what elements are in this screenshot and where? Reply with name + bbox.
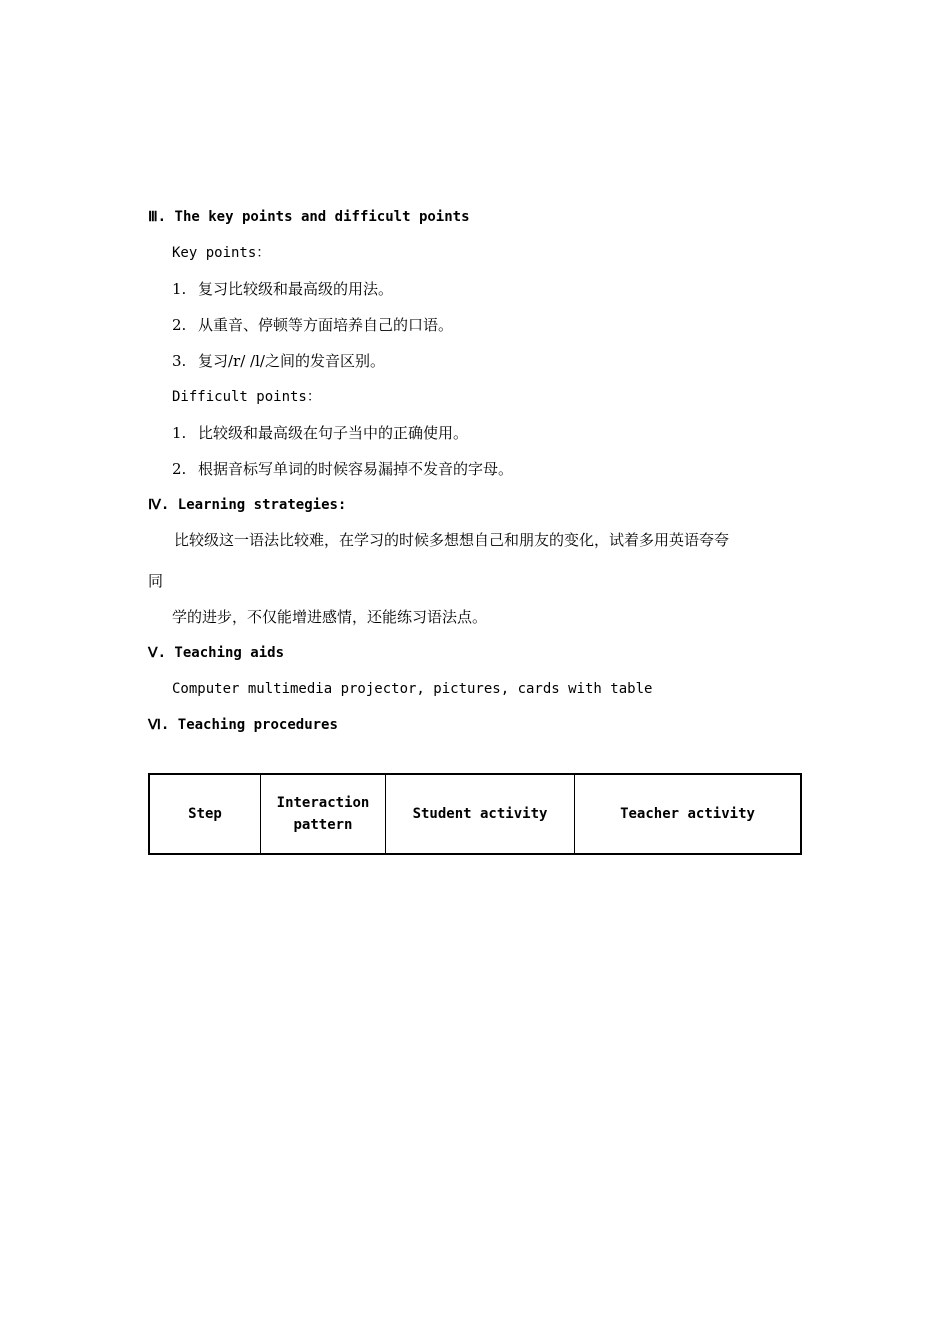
teaching-procedures-table [148, 773, 802, 855]
list-text: 比较级和最高级在句子当中的正确使用。 [198, 424, 469, 442]
section-heading-learning-strategies: Ⅳ. Learning strategies: [148, 497, 347, 513]
section-heading-teaching-aids: Ⅴ. Teaching aids [148, 645, 285, 661]
header-interaction-pattern [261, 774, 386, 854]
list-item [172, 351, 385, 371]
list-text: 根据音标写单词的时候容易漏掉不发音的字母。 [198, 460, 514, 478]
list-number: 2. [172, 460, 187, 478]
list-text: 从重音、停顿等方面培养自己的口语。 [198, 316, 454, 334]
teaching-aids-text: Computer multimedia projector, pictures, cards with table [172, 681, 653, 697]
header-step: Step [149, 774, 261, 854]
difficult-points-label: Difficult points： [172, 389, 321, 405]
section-heading-teaching-procedures: Ⅵ. Teaching procedures [148, 717, 338, 733]
list-number: 3. [172, 352, 187, 370]
list-item [172, 459, 513, 479]
header-teacher-activity: Teacher activity [575, 774, 802, 854]
strategies-paragraph-line: 比较级这一语法比较难，在学习的时候多想想自己和朋友的变化，试着多用英语夸夸 [174, 531, 730, 549]
list-text: 复习比较级和最高级的用法。 [198, 280, 394, 298]
section-heading-key-points: Ⅲ. The key points and difficult points [148, 209, 470, 225]
header-interaction-line2: pattern [293, 817, 353, 833]
header-interaction-line1: Interaction [276, 795, 370, 811]
list-item [172, 279, 393, 299]
list-text: 复习/r/ /l/之间的发音区别。 [198, 352, 385, 370]
list-item [172, 315, 453, 335]
list-number: 1. [172, 280, 187, 298]
key-points-label: Key points： [172, 245, 271, 261]
strategies-paragraph-line: 同 [148, 572, 164, 590]
table-header-row [149, 774, 801, 854]
list-number: 1. [172, 424, 187, 442]
list-item [172, 423, 468, 443]
list-number: 2. [172, 316, 187, 334]
header-student-activity: Student activity [386, 774, 575, 854]
strategies-paragraph-line: 学的进步，不仅能增进感情，还能练习语法点。 [172, 608, 488, 626]
